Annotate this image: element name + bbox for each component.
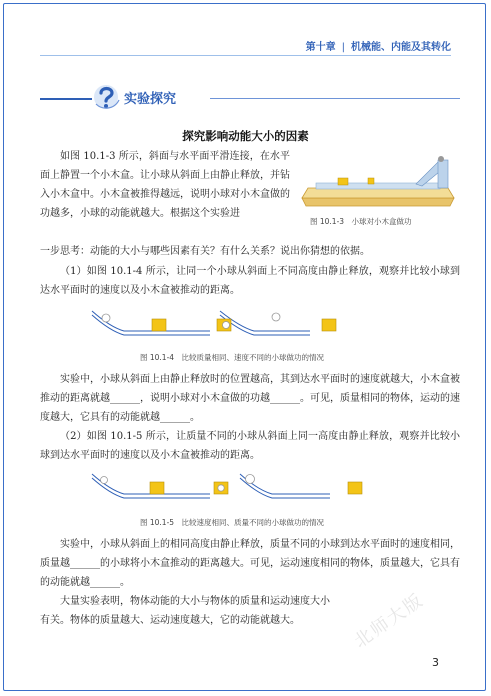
paragraph-step2: （2）如图 10.1-5 所示，让质量不同的小球从斜面上同一高度由静止释放，观察并比较小球到达水平面时的速度以及小木盒被推动的距离。: [40, 431, 460, 461]
ramp-apparatus-figure: [298, 148, 458, 210]
paragraph-result1: 实验中，小球从斜面上由静止释放时的位置越高，其到达水平面时的速度就越大，小木盒被推动的距离就越______，说明小球对小木盒做的功越______。可见，质量相同的物体，运动的速度越大，它具有的动能就越______。: [40, 374, 460, 423]
header-separator: |: [341, 42, 345, 53]
experiment-title: 探究影响动能大小的因素: [182, 129, 309, 143]
page-number: 3: [432, 656, 439, 669]
publisher-watermark: 北师大版: [350, 589, 428, 653]
figure-10-1-4-caption: 图 10.1-4 比较质量相同、速度不同的小球做功的情况: [140, 353, 325, 362]
section-heading: [40, 82, 460, 114]
figure-10-1-5-diagram: [90, 470, 420, 510]
intro-text-part1: 如图 10.1-3 所示，斜面与水平面平滑连接，在水平面上静置一个小木盒。让小球从斜面上由静止释放，并钻入小木盒中。小木盒被推得越远，说明小球对小木盒做的功越多，小球的动能就越大。根据这个实验进: [40, 151, 290, 219]
intro-text-part2: 一步思考：动能的大小与哪些因素有关？有什么关系？说出你猜想的依据。: [40, 246, 370, 257]
chapter-number: 第十章: [305, 42, 336, 53]
section-title: 实验探究: [124, 92, 177, 107]
paragraph-intro-a: [40, 147, 290, 223]
figure-10-1-4-diagram: [90, 307, 420, 347]
paragraph-result2: 实验中，小球从斜面上的相同高度由静止释放，质量不同的小球到达水平面时的速度相同，质量越______的小球将小木盒推动的距离越大。可见，运动速度相同的物体，质量越大，它具有的动能就越______。: [40, 539, 460, 588]
chapter-title: 机械能、内能及其转化: [351, 42, 451, 53]
paragraph-step1: （1）如图 10.1-4 所示，让同一个小球从斜面上不同高度由静止释放，观察并比较小球到达水平面时的速度以及小木盒被推动的距离。: [40, 266, 460, 296]
figure-10-1-3-caption: 图 10.1-3 小球对小木盒做功: [310, 217, 412, 226]
heading-right-line: [210, 98, 460, 99]
heading-left-line: [40, 98, 92, 100]
figure-10-1-5-caption: 图 10.1-5 比较速度相同、质量不同的小球做功的情况: [140, 518, 325, 527]
paragraph-intro-b: [40, 242, 460, 261]
question-mark-icon: [92, 82, 122, 112]
chapter-header: [306, 38, 451, 53]
header-rule: [40, 55, 451, 56]
paragraph-conclusion: 大量实验表明，物体动能的大小与物体的质量和运动速度大小有关。物体的质量越大、运动速度越大，它的动能就越大。: [40, 596, 330, 626]
